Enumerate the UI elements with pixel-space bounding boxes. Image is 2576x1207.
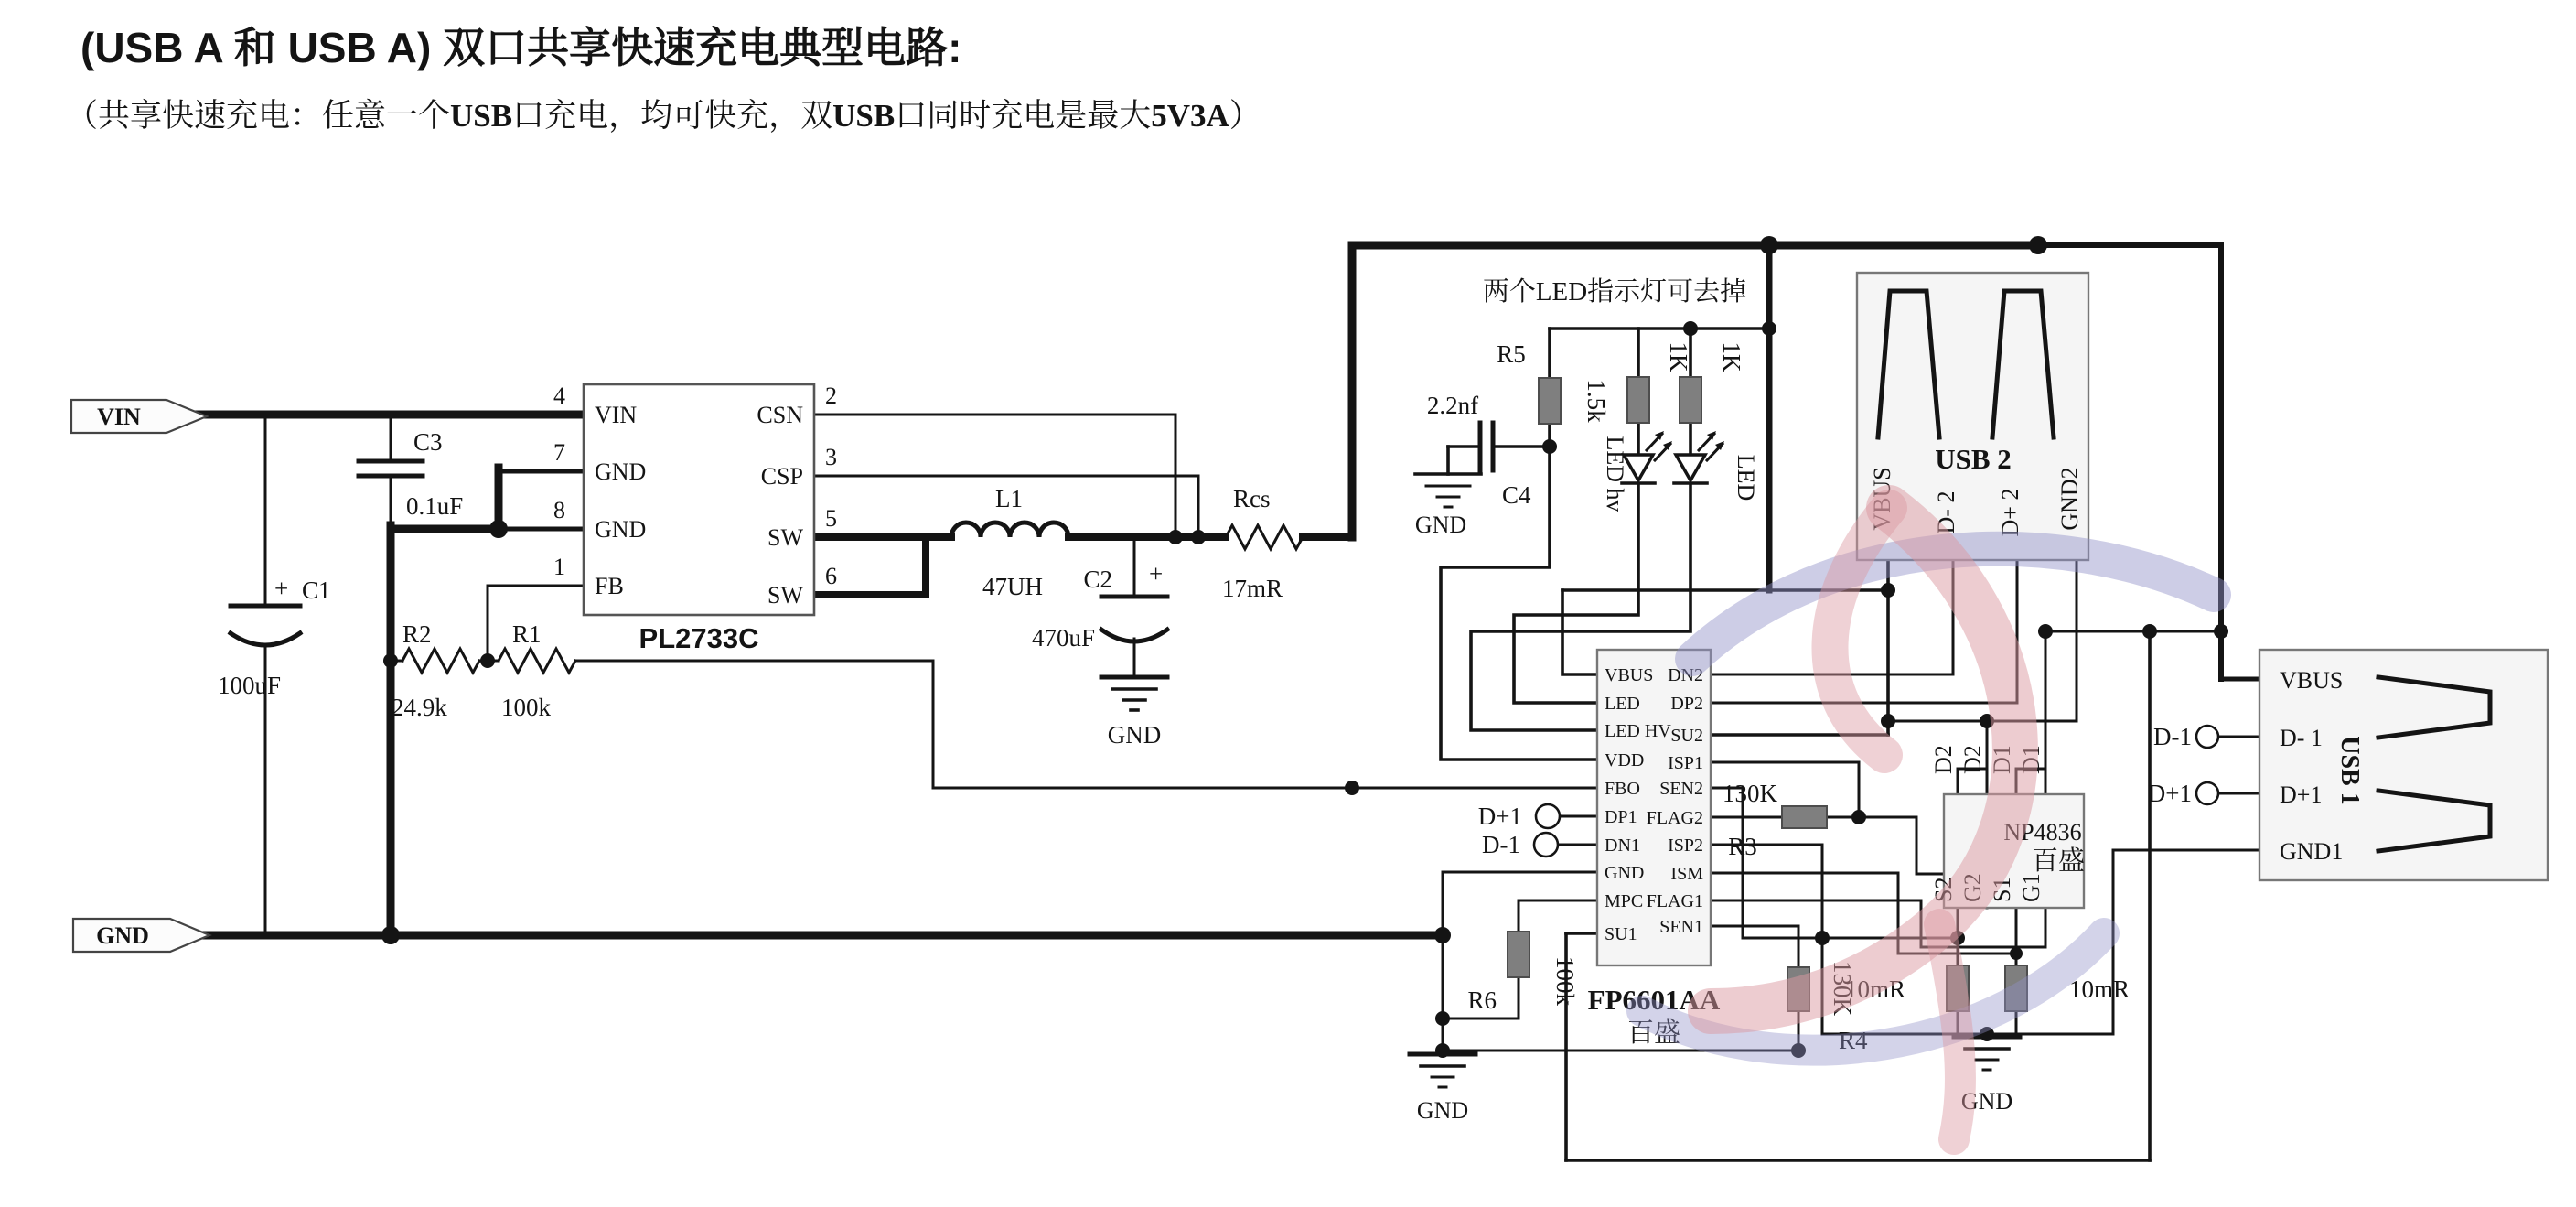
- subtitle-seg-bold: USB: [450, 98, 513, 134]
- r4-ref: R4: [1839, 1027, 1868, 1054]
- fp6601aa-vendor: 百盛: [1626, 1018, 1681, 1048]
- fp-pin-dn1: DN1: [1605, 835, 1640, 856]
- pl2733c-name: PL2733C: [639, 622, 759, 654]
- subtitle-seg-bold: USB: [832, 98, 896, 134]
- r2-value: 24.9k: [392, 694, 447, 721]
- pl2733c-pin-gnd8: GND: [595, 516, 647, 543]
- rs-left-value: 10mR: [1844, 975, 1905, 1003]
- usb1-name: USB 1: [2335, 736, 2364, 805]
- subtitle-seg: 口充电，均可快充，双: [512, 98, 833, 134]
- led-note: 两个LED指示灯可去掉: [1482, 277, 1747, 307]
- fp-pin-dn2: DN2: [1668, 665, 1703, 685]
- resistor-r3: [1723, 780, 1827, 860]
- r5-ref: R5: [1497, 340, 1526, 368]
- pl2733c-pinnum-5: 5: [825, 505, 837, 532]
- fp-pin-vbus: VBUS: [1605, 665, 1654, 685]
- r6-ref: R6: [1467, 986, 1497, 1014]
- r7-value: 1K: [1665, 341, 1692, 372]
- fp-pin-gnd: GND: [1605, 863, 1645, 883]
- np-pin-d2b: D2: [1959, 745, 1986, 774]
- np-pin-g1: G1: [2018, 873, 2045, 902]
- page-title: (USB A 和 USB A) 双口共享快速充电典型电路:: [80, 24, 962, 71]
- c2-plus: +: [1149, 560, 1164, 587]
- np-pin-d2a: D2: [1930, 745, 1957, 774]
- r5-value: 1.5k: [1583, 379, 1610, 423]
- usb1-dn1-netlabel: D-1: [2153, 723, 2192, 750]
- c2-value: 470uF: [1032, 624, 1096, 652]
- capacitor-c3: [359, 428, 463, 520]
- r1-value: 100k: [501, 694, 551, 721]
- fp-pin-su1: SU1: [1605, 924, 1637, 944]
- usb2-pin-dplus: D+ 2: [1997, 488, 2023, 537]
- fp-pin-fbo: FBO: [1605, 779, 1640, 799]
- fp-pin-dp2: DP2: [1670, 694, 1703, 714]
- pl2733c-pinnum-3: 3: [825, 444, 837, 470]
- gnd-center-label: GND: [1960, 1088, 2013, 1115]
- pl2733c-pinnum-2: 2: [825, 383, 837, 409]
- resistor-r2: [392, 620, 479, 721]
- fp-pin-vdd: VDD: [1605, 750, 1645, 771]
- l1-value: 47UH: [982, 573, 1043, 600]
- np-pin-d1a: D1: [1989, 745, 2015, 774]
- np-pin-s1: S1: [1989, 877, 2015, 902]
- inductor-l1: [951, 485, 1068, 600]
- fp-pin-ism: ISM: [1670, 864, 1703, 884]
- pl2733c-pinnum-7: 7: [553, 439, 565, 466]
- fp-pin-ledhv: LED HV: [1605, 721, 1671, 741]
- led2-symbol: [1674, 431, 1759, 501]
- fp6601aa-name: FP6601AA: [1587, 984, 1721, 1016]
- l1-ref: L1: [995, 485, 1023, 512]
- fp-pin-mpc: MPC: [1605, 891, 1644, 911]
- subtitle-seg: 口同时充电是最大: [895, 98, 1152, 134]
- np-pin-s2: S2: [1930, 877, 1957, 902]
- rcs-ref: Rcs: [1233, 485, 1271, 512]
- dp1-label: D+1: [1477, 803, 1522, 830]
- resistor-r6: [1467, 932, 1579, 1014]
- c4-ref: C4: [1502, 481, 1531, 509]
- usb1-pin-dminus: D- 1: [2280, 725, 2323, 751]
- fp-pin-sen1: SEN1: [1659, 917, 1703, 937]
- usb1-connector: [2148, 650, 2548, 880]
- usb2-pin-gnd2: GND2: [2056, 467, 2083, 531]
- led2-label: LED: [1733, 454, 1759, 501]
- np4836-vendor: 百盛: [2031, 846, 2086, 876]
- np-pin-d1b: D1: [2018, 745, 2045, 774]
- fp-pin-isp1: ISP1: [1668, 753, 1703, 773]
- r3-value: 130K: [1723, 780, 1777, 807]
- usb1-pin-dplus: D+1: [2280, 781, 2323, 808]
- pl2733c-pin-csn: CSN: [757, 402, 803, 428]
- gnd-symbol-left: [1410, 1054, 1476, 1124]
- gnd-left-label: GND: [1416, 1097, 1469, 1124]
- pl2733c-pinnum-4: 4: [553, 383, 565, 409]
- vin-flag-label: VIN: [97, 404, 141, 430]
- c1-ref: C1: [302, 577, 331, 604]
- usb1-pin-gnd1: GND1: [2280, 838, 2344, 865]
- subtitle-seg: （共享快速充电：任意一个: [66, 98, 451, 134]
- c4-value: 2.2nf: [1426, 392, 1479, 419]
- pl2733c-pin-csp: CSP: [760, 463, 803, 490]
- fp-pin-sen2: SEN2: [1659, 779, 1703, 799]
- pl2733c-pin-sw5: SW: [767, 524, 803, 551]
- resistor-rcs: [1222, 485, 1303, 602]
- capacitor-c2: [1032, 560, 1167, 749]
- c3-ref: C3: [413, 428, 443, 456]
- resistor-r5: [1497, 340, 1610, 424]
- vin-flag: [71, 400, 207, 433]
- r8-value: 1K: [1718, 341, 1745, 372]
- pl2733c-pin-vin: VIN: [595, 402, 638, 428]
- subtitle-seg: ）: [1229, 98, 1261, 134]
- fp-pin-su2: SU2: [1670, 726, 1703, 746]
- usb2-name: USB 2: [1935, 443, 2012, 475]
- usb2-pin-vbus: VBUS: [1869, 467, 1895, 531]
- chip-pl2733c: [553, 383, 837, 654]
- page-subtitle: [66, 98, 1261, 134]
- usb2-pin-dminus: D- 2: [1933, 490, 1959, 534]
- pl2733c-pinnum-1: 1: [553, 554, 565, 580]
- c1-value: 100uF: [218, 672, 282, 699]
- gnd-flag: [73, 919, 209, 952]
- capacitor-c4: [1415, 392, 1531, 538]
- fp-pin-flag1: FLAG1: [1646, 891, 1703, 911]
- r4-value: 130K: [1829, 961, 1856, 1016]
- capacitor-c1: [218, 575, 331, 699]
- dn1-label: D-1: [1482, 831, 1520, 858]
- usb1-pin-vbus: VBUS: [2280, 667, 2344, 694]
- c2-ref: C2: [1083, 566, 1112, 593]
- port1-data-pads: [1478, 803, 1560, 858]
- fp-pin-dp1: DP1: [1605, 807, 1637, 827]
- gnd-flag-label: GND: [96, 922, 149, 949]
- pl2733c-pinnum-8: 8: [553, 497, 565, 523]
- rcs-value: 17mR: [1222, 575, 1283, 602]
- r3-ref: R3: [1728, 833, 1757, 860]
- pl2733c-pin-gnd7: GND: [595, 458, 647, 485]
- c3-value: 0.1uF: [406, 492, 464, 520]
- fp-pin-isp2: ISP2: [1668, 835, 1703, 856]
- resistor-r1: [499, 620, 575, 721]
- pl2733c-pin-fb: FB: [595, 573, 624, 599]
- r6-value: 100k: [1551, 956, 1579, 1006]
- fp-pin-flag2: FLAG2: [1646, 808, 1703, 828]
- c2-gnd-label: GND: [1107, 721, 1162, 749]
- c4-gnd-label: GND: [1414, 512, 1467, 538]
- fp-pin-led: LED: [1605, 694, 1640, 714]
- np-pin-g2: G2: [1959, 873, 1986, 902]
- r1-ref: R1: [512, 620, 542, 648]
- c1-plus: +: [274, 575, 289, 602]
- pl2733c-pin-sw6: SW: [767, 582, 803, 609]
- led1-label: LED hv: [1602, 436, 1628, 512]
- pl2733c-pinnum-6: 6: [825, 563, 837, 589]
- chip-fp6601aa: [1588, 650, 1721, 1048]
- watermark-logo: [1642, 508, 2214, 1139]
- subtitle-seg-bold: 5V3A: [1151, 98, 1229, 134]
- np4836-name: NP4836: [2003, 819, 2082, 846]
- rs-right-value: 10mR: [2069, 975, 2131, 1003]
- usb1-dp1-netlabel: D+1: [2147, 780, 2192, 807]
- r2-ref: R2: [402, 620, 432, 648]
